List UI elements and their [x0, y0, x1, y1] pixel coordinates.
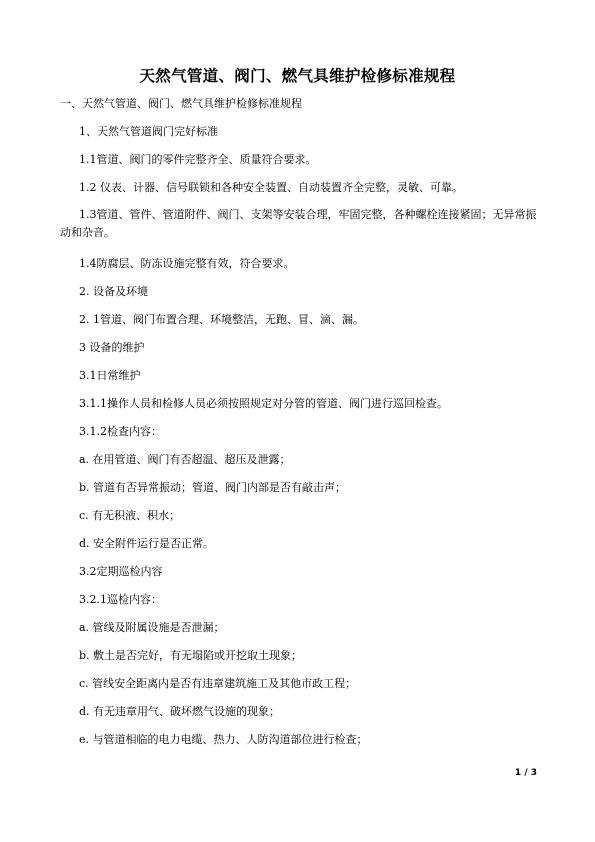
- subsection-heading: 3 设备的维护: [79, 341, 145, 354]
- paragraph: 1.3管道、管件、管道附件、阀门、支架等安装合理，牢固完整，各种螺栓连接紧固；无异常振动和杂音。: [60, 208, 537, 239]
- subsection-heading: 2. 设备及环境: [79, 285, 148, 298]
- list-item: c. 有无积液、积水；: [79, 509, 181, 522]
- list-item: e. 与管道相临的电力电缆、热力、人防沟道部位进行检查；: [79, 733, 368, 746]
- list-item: a. 在用管道、阀门有否超温、超压及泄露；: [79, 453, 291, 466]
- paragraph: 3.2.1巡检内容：: [79, 593, 162, 606]
- list-item: b. 管道有否异常振动；管道、阀门内部是否有敲击声；: [79, 481, 347, 494]
- paragraph: 3.1.1操作人员和检修人员必须按照规定对分管的管道、阀门进行巡回检查。: [79, 397, 448, 410]
- page-number: 1 / 3: [514, 768, 537, 778]
- subsection-heading: 1、天然气管道阀门完好标准: [79, 125, 218, 138]
- paragraph: 2. 1管道、阀门布置合理、环境整洁，无跑、冒、滴、漏。: [79, 313, 364, 326]
- list-item: d. 有无违章用气、破坏燃气设施的现象；: [79, 705, 281, 718]
- page-title: 天然气管道、阀门、燃气具维护检修标准规程: [139, 67, 456, 85]
- subsection-heading: 3.1日常维护: [79, 369, 141, 382]
- list-item: b. 敷土是否完好，有无塌陷或开挖取土现象；: [79, 649, 303, 662]
- paragraph: 1.2 仪表、计器、信号联锁和各种安全装置、自动装置齐全完整，灵敏、可靠。: [79, 181, 463, 194]
- list-item: d. 安全附件运行是否正常。: [79, 537, 215, 550]
- list-item: c. 管线安全距离内是否有违章建筑施工及其他市政工程；: [79, 677, 357, 690]
- list-item: a. 管线及附属设施是否泄漏；: [79, 621, 225, 634]
- paragraph: 1.1管道、阀门的零件完整齐全、质量符合要求。: [79, 153, 317, 166]
- paragraph: 1.4防腐层、防冻设施完整有效，符合要求。: [79, 257, 295, 270]
- subsection-heading: 3.2定期巡检内容: [79, 565, 163, 578]
- paragraph: 3.1.2检查内容：: [79, 425, 162, 438]
- section-heading: 一、天然气管道、阀门、燃气具维护检修标准规程: [60, 97, 302, 110]
